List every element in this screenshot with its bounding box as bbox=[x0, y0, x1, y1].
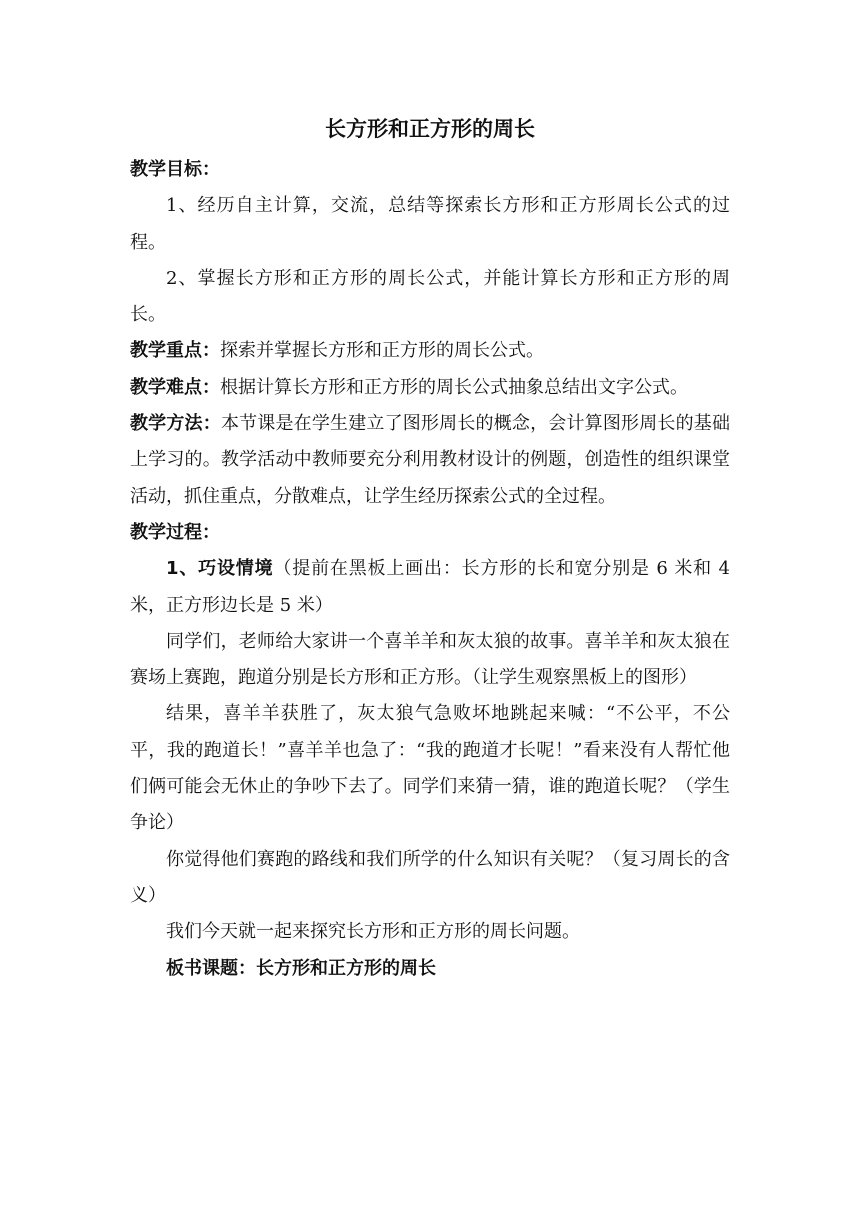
difficulty-text: 根据计算长方形和正方形的周长公式抽象总结出文字公式。 bbox=[220, 376, 688, 398]
difficulty-paragraph bbox=[130, 370, 730, 406]
method-label: 教学方法： bbox=[130, 413, 221, 435]
story-paragraph-4: 我们今天就一起来探究长方形和正方形的周长问题。 bbox=[166, 921, 580, 943]
step1-paragraph bbox=[130, 551, 730, 624]
method-paragraph bbox=[130, 406, 730, 515]
document-title: 长方形和正方形的周长 bbox=[325, 117, 535, 141]
step1-label: 1、巧设情境 bbox=[166, 558, 274, 580]
difficulty-label: 教学难点： bbox=[130, 376, 220, 398]
key-point-label: 教学重点： bbox=[130, 340, 220, 362]
board-title: 板书课题：长方形和正方形的周长 bbox=[166, 957, 436, 979]
goals-heading: 教学目标： bbox=[130, 159, 220, 180]
document-page bbox=[130, 112, 730, 987]
step1-note: （提前在黑板上画出：长方形的长和宽分别是 6 米和 4 米，正方形边长是 5 米） bbox=[130, 558, 730, 616]
key-point-text: 探索并掌握长方形和正方形的周长公式。 bbox=[220, 340, 544, 362]
process-heading: 教学过程： bbox=[130, 521, 220, 543]
goal-item-1: 1、经历自主计算，交流，总结等探索长方形和正方形周长公式的过程。 bbox=[130, 195, 730, 253]
goal-item-2: 2、掌握长方形和正方形的周长公式，并能计算长方形和正方形的周长。 bbox=[130, 267, 730, 326]
story-paragraph-1: 同学们，老师给大家讲一个喜羊羊和灰太狼的故事。喜羊羊和灰太狼在赛场上赛跑，跑道分别是长方形和正方形。（让学生观察黑板上的图形） bbox=[130, 630, 730, 689]
method-text: 本节课是在学生建立了图形周长的概念，会计算图形周长的基础上学习的。教学活动中教师要充分利用教材设计的例题，创造性的组织课堂活动，抓住重点，分散难点，让学生经历探索公式的全过程。 bbox=[130, 413, 730, 507]
key-point-paragraph bbox=[130, 333, 730, 369]
story-paragraph-2: 结果，喜羊羊获胜了，灰太狼气急败坏地跳起来喊：“不公平，不公平，我的跑道长！”喜羊羊也急了：“我的跑道才长呢！”看来没有人帮忙他们俩可能会无休止的争吵下去了。同学们来猜一猜，谁的跑道长呢？（学生争论） bbox=[130, 703, 730, 834]
story-paragraph-3: 你觉得他们赛跑的路线和我们所学的什么知识有关呢？（复习周长的含义） bbox=[130, 848, 730, 906]
